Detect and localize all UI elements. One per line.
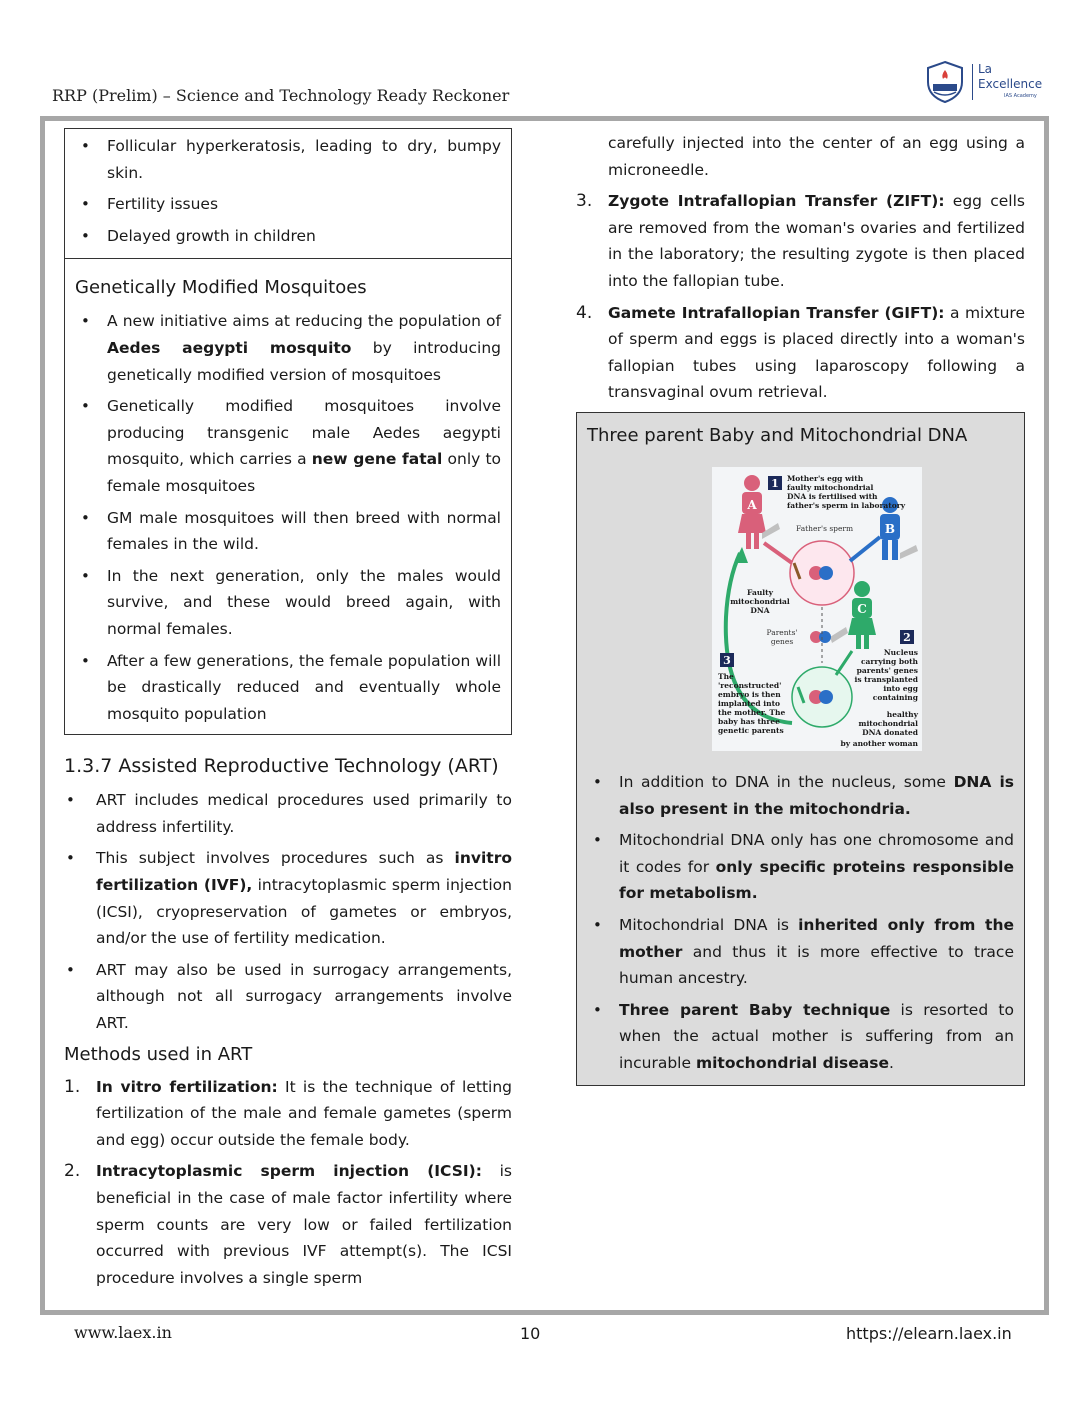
label-fathers-sperm: Father's sperm (796, 523, 854, 533)
caption-2-line: by another woman (840, 738, 918, 748)
bold-text: invitro fertilization (IVF), (96, 849, 512, 895)
caption-2-line: is transplanted (854, 674, 918, 684)
caption-1-line: Mother's egg with (787, 473, 864, 483)
caption-1-line: father's sperm in laboratory (787, 500, 906, 510)
text: It is the technique of letting fertilization of the male and female gametes (sperm and egg) occur outside the female body. (96, 1077, 512, 1149)
left-column (64, 128, 512, 1296)
text: Mitochondrial DNA only has one chromosome and it codes for (619, 831, 1014, 876)
faulty-dna-line: Faulty (747, 587, 773, 597)
methods-list-continued (576, 188, 1025, 406)
list-item (64, 1158, 512, 1291)
caption-1-line: faulty mitochondrial (787, 482, 874, 492)
three-parent-baby-box (576, 412, 1025, 1087)
three-parent-baby-heading: Three parent Baby and Mitochondrial DNA (587, 424, 968, 446)
logo-text-excellence: Excellence (978, 77, 1043, 91)
footer-website: www.laex.in (74, 1323, 172, 1342)
list-item (75, 393, 501, 499)
nucleus-father-bottom (819, 690, 833, 704)
mito-dna-bullets (587, 769, 1014, 1077)
text: Genetically modified mosquitoes involve producing transgenic male Aedes aegypti mosquito, which carries a (107, 397, 501, 469)
caption-1-line: DNA is fertilised with (787, 491, 878, 501)
deficiency-symptoms-box (64, 128, 512, 259)
step-number-3: 3 (723, 653, 731, 667)
bold-text: In vitro fertilization: (96, 1077, 278, 1096)
caption-3-line: the mother. The (718, 707, 786, 717)
art-bullets (64, 787, 512, 1036)
caption-2-line: mitochondrial (858, 718, 918, 728)
list-item (587, 912, 1014, 992)
footer-page-number: 10 (520, 1324, 541, 1343)
bold-text: Aedes aegypti mosquito (107, 338, 352, 357)
text: A new initiative aims at reducing the population of (107, 312, 501, 331)
step-number-2: 2 (903, 630, 911, 644)
text: is resorted to when the actual mother is suffering from an incurable (619, 1000, 1014, 1072)
bold-text: inherited only from the mother (619, 915, 1014, 961)
step-number-1: 1 (771, 476, 779, 490)
text: a mixture of sperm and eggs is placed directly into a woman's fallopian tubes using laparoscopy following a transvaginal ovum retrieval. (608, 303, 1025, 402)
text: by introducing genetically modified version of mosquitoes (107, 338, 501, 384)
list-item: • Follicular hyperkeratosis, leading to dry, bumpy skin. (75, 133, 501, 186)
infographic-svg (712, 467, 922, 751)
text: Mitochondrial DNA is (619, 915, 799, 934)
label-c: C (857, 601, 867, 616)
caption-2-line: into egg (883, 683, 918, 693)
footer-elearn-url: https://elearn.laex.in (846, 1324, 1012, 1343)
parents-genes-line: Parents' (766, 627, 798, 637)
bold-text: DNA is also present in the mitochondria. (619, 772, 1014, 818)
text: and thus it is more effective to trace human ancestry. (619, 942, 1014, 988)
nucleus-father (819, 566, 833, 580)
list-item (587, 827, 1014, 907)
parents-genes-line: genes (770, 636, 794, 646)
caption-3 (718, 672, 785, 735)
label-b: B (884, 521, 896, 536)
caption-3-line: genetic parents (718, 725, 784, 735)
list-item (64, 1074, 512, 1154)
list-item: • Delayed growth in children (75, 223, 501, 250)
right-column (576, 130, 1025, 1086)
text: is beneficial in the case of male factor infertility where sperm counts are very low or failed fertilization occurred with previous IVF attempt(s). The ICSI procedure involves a single sperm (96, 1162, 512, 1287)
genes-father (819, 631, 831, 643)
list-item: • GM male mosquitoes will then breed with normal females in the wild. (75, 505, 501, 558)
caption-2-line: healthy (886, 709, 918, 719)
faulty-dna-line: DNA (750, 605, 770, 615)
logo-divider (972, 64, 973, 100)
bold-text: Intracytoplasmic sperm injection (ICSI): (96, 1162, 482, 1181)
caption-2-line: DNA donated (862, 727, 918, 737)
list-item: • After a few generations, the female population will be drastically reduced and eventually whole mosquito population (75, 648, 501, 728)
list-number: 4. (576, 302, 593, 323)
list-number: 1. (64, 1076, 81, 1097)
caption-3-line: baby has three (718, 716, 780, 726)
list-item (64, 845, 512, 951)
list-item (576, 188, 1025, 294)
label-parents-genes (767, 628, 798, 646)
list-item (75, 308, 501, 388)
caption-2-line: carrying both (860, 656, 918, 666)
methods-heading: Methods used in ART (64, 1043, 253, 1065)
list-item (576, 300, 1025, 406)
caption-3-line: implanted into (718, 698, 781, 708)
list-item: • ART includes medical procedures used primarily to address infertility. (64, 787, 512, 840)
bold-text: mitochondrial disease (695, 1053, 889, 1072)
art-section-heading: 1.3.7 Assisted Reproductive Technology (ART) (64, 755, 499, 778)
bold-text: Three parent Baby technique (619, 1000, 891, 1019)
logo-text-la: La (978, 62, 993, 76)
bold-text: Gamete Intrafallopian Transfer (GIFT): (608, 303, 945, 322)
text: In addition to DNA in the nucleus, some (619, 772, 954, 791)
list-number: 2. (64, 1161, 81, 1182)
caption-2-line: containing (872, 692, 918, 702)
list-item (587, 769, 1014, 822)
label-a: A (747, 497, 757, 512)
caption-3-line: 'reconstructed' (718, 680, 782, 690)
text: only to female mosquitoes (107, 450, 502, 495)
text: egg cells are removed from the woman's ovaries and fertilized in the laboratory; the resulting zygote is then placed into the fallopian tube. (608, 192, 1025, 290)
caption-2-line: Nucleus (883, 647, 918, 657)
caption-3-line: The (718, 671, 734, 681)
bold-text: new gene fatal (311, 450, 443, 469)
gm-mosquitoes-box (64, 259, 512, 735)
text: . (888, 1053, 894, 1072)
logo-subtext: IAS Academy (1004, 93, 1037, 99)
list-item: • In the next generation, only the males would survive, and these would breed again, with normal females. (75, 563, 501, 643)
shield-logo-icon (924, 60, 966, 104)
list-item (587, 997, 1014, 1077)
caption-3-line: embryo is then (718, 689, 781, 699)
methods-list (64, 1074, 512, 1292)
list-item: • ART may also be used in surrogacy arrangements, although not all surrogacy arrangements involve ART. (64, 957, 512, 1037)
text: This subject involves procedures such as (96, 849, 455, 868)
faulty-dna-line: mitochondrial (730, 596, 790, 606)
icsi-continuation: carefully injected into the center of an egg using a microneedle. (608, 134, 1025, 179)
text: intracytoplasmic sperm injection (ICSI), cryopreservation of gametes or embryos, and/or the use of fertility medication. (96, 876, 512, 948)
three-parent-baby-infographic (712, 467, 922, 751)
caption-2-line: parents' genes (856, 665, 918, 675)
la-excellence-logo (924, 60, 1054, 104)
bold-text: only specific proteins responsible for metabolism. (619, 857, 1014, 903)
list-number: 3. (576, 191, 593, 212)
bold-text: Zygote Intrafallopian Transfer (ZIFT): (608, 192, 945, 211)
list-item: • Fertility issues (75, 191, 501, 218)
document-header-title: RRP (Prelim) – Science and Technology Ready Reckoner (52, 86, 510, 105)
gm-mosquitoes-heading: Genetically Modified Mosquitoes (75, 277, 367, 299)
